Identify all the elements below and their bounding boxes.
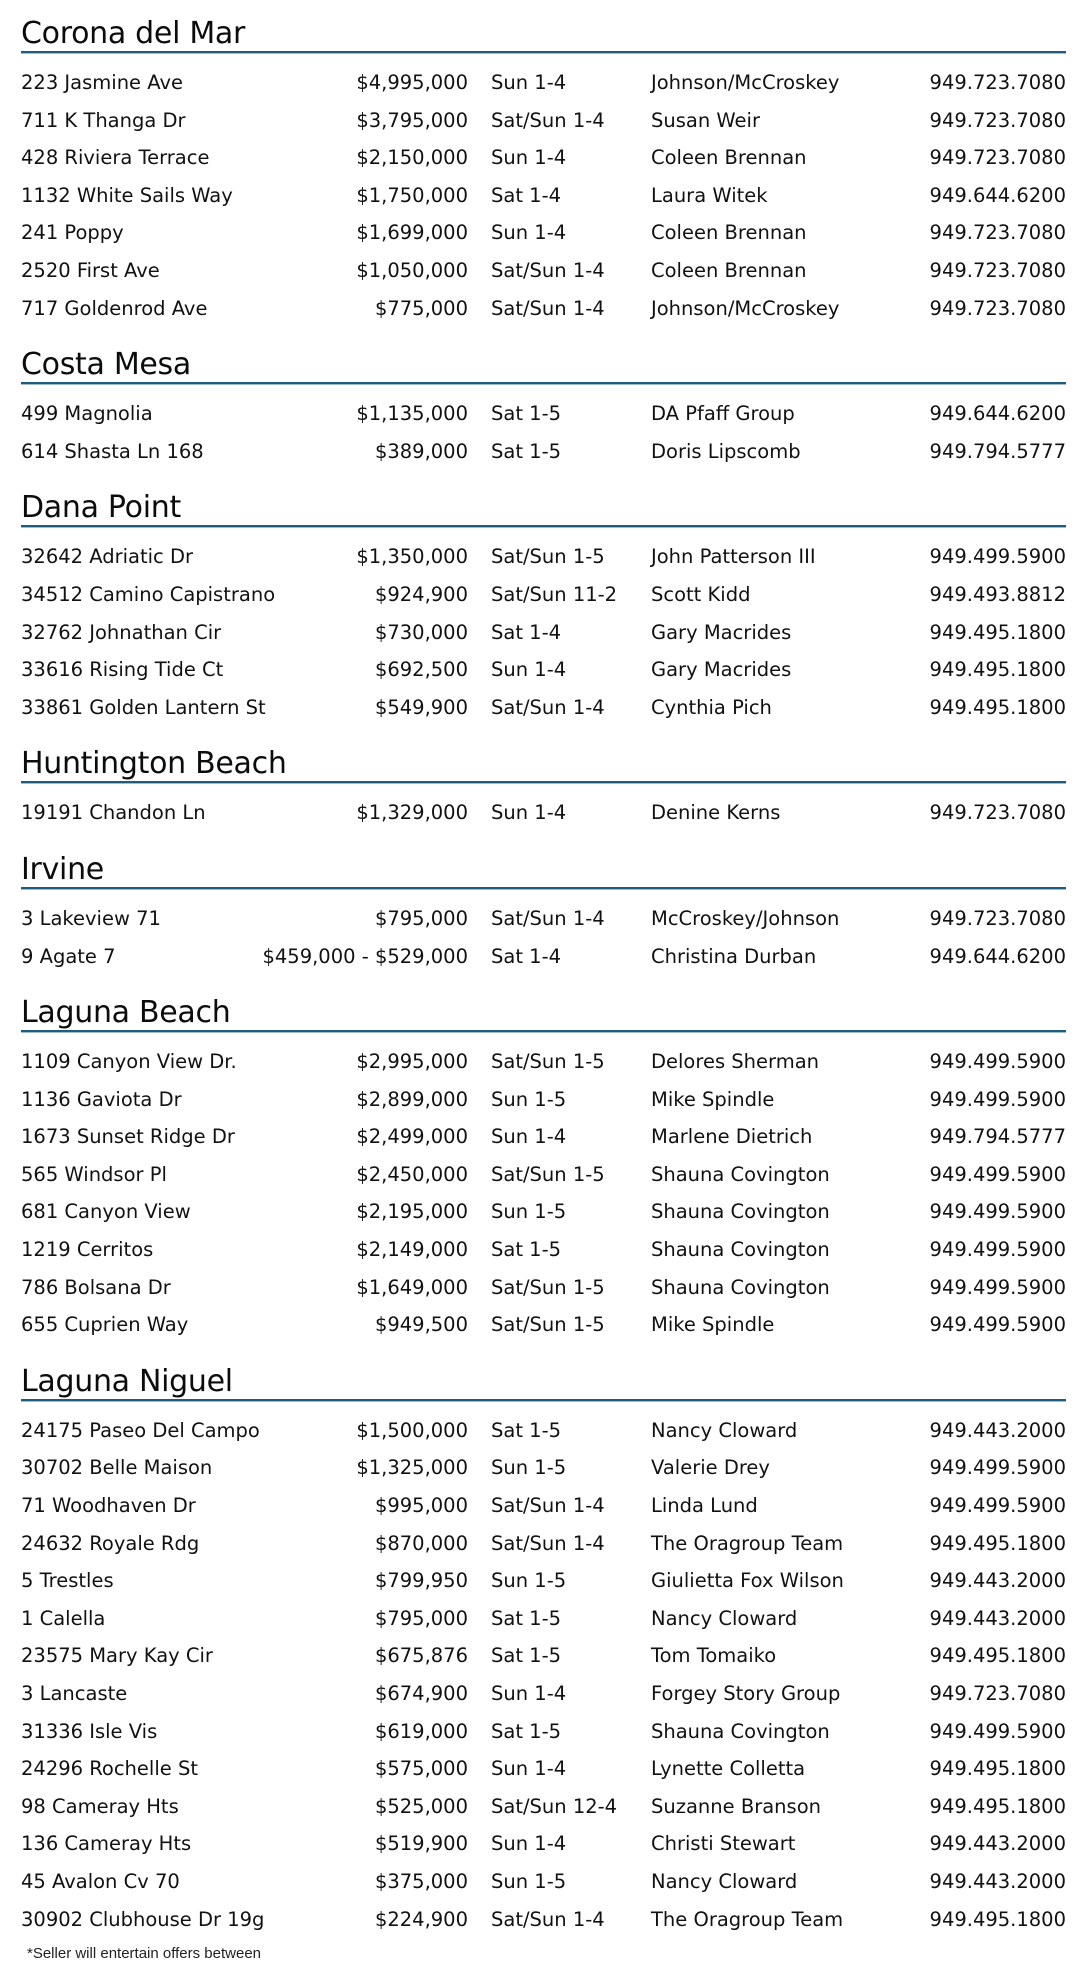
open-house-time: Sat/Sun 12-4 [491, 1794, 618, 1818]
listing-agent: Doris Lipscomb [651, 439, 801, 463]
listing-price: $924,900 [374, 582, 468, 606]
listing-agent: Marlene Dietrich [651, 1125, 813, 1149]
listing-row [21, 214, 1066, 252]
section-irvine [21, 836, 1066, 979]
listing-price: $795,000 [374, 1606, 468, 1630]
listing-price: $2,995,000 [356, 1050, 468, 1074]
agent-phone: 949.443.2000 [929, 1869, 1066, 1893]
open-house-time: Sat/Sun 1-4 [491, 1531, 605, 1555]
open-house-time: Sat 1-5 [491, 1606, 562, 1630]
listing-address: 30902 Clubhouse Dr 19g [21, 1907, 265, 1931]
listing-row [21, 1713, 1066, 1751]
open-house-time: Sat/Sun 1-5 [491, 1050, 605, 1074]
listing-price: $1,649,000 [356, 1275, 468, 1299]
listing-price: $619,000 [374, 1719, 468, 1743]
listing-row [21, 1525, 1066, 1563]
open-house-time: Sat 1-5 [491, 439, 562, 463]
agent-phone: 949.499.5900 [929, 1494, 1066, 1518]
listing-price: $519,900 [374, 1832, 468, 1856]
listing-address: 711 K Thanga Dr [21, 108, 186, 132]
agent-phone: 949.499.5900 [929, 1162, 1066, 1186]
open-house-time: Sun 1-5 [491, 1087, 567, 1111]
agent-phone: 949.794.5777 [929, 1125, 1066, 1149]
listing-price: $949,500 [374, 1313, 468, 1337]
listing-row [21, 1901, 1066, 1939]
agent-phone: 949.443.2000 [929, 1832, 1066, 1856]
listing-address: 24632 Royale Rdg [21, 1531, 200, 1555]
open-house-listing [21, 0, 1066, 1942]
listing-row [21, 433, 1066, 471]
listing-address: 223 Jasmine Ave [21, 71, 183, 94]
listing-rows [21, 890, 1066, 979]
listing-row [21, 1118, 1066, 1156]
agent-phone: 949.499.5900 [929, 1238, 1066, 1262]
city-heading: Corona del Mar [21, 16, 246, 51]
listing-agent: Giulietta Fox Wilson [651, 1569, 844, 1593]
open-house-time: Sat 1-5 [491, 1719, 562, 1743]
listing-row [21, 1637, 1066, 1675]
listing-price: $3,795,000 [356, 108, 468, 132]
open-house-time: Sat 1-5 [491, 1238, 562, 1262]
listing-row [21, 102, 1066, 140]
agent-phone: 949.723.7080 [929, 906, 1066, 930]
listing-row [21, 938, 1066, 976]
listing-row [21, 1487, 1066, 1525]
listing-address: 3 Lakeview 71 [21, 906, 161, 930]
listing-row [21, 900, 1066, 938]
listing-address: 655 Cuprien Way [21, 1313, 189, 1337]
listing-agent: Mike Spindle [651, 1313, 775, 1337]
open-house-time: Sun 1-4 [491, 658, 567, 682]
listing-agent: Denine Kerns [651, 801, 781, 825]
listing-address: 24175 Paseo Del Campo [21, 1418, 260, 1442]
listing-rows [21, 528, 1066, 730]
listing-agent: Johnson/McCroskey [651, 296, 840, 320]
listing-agent: Shauna Covington [651, 1719, 830, 1743]
agent-phone: 949.495.1800 [929, 1794, 1066, 1818]
listing-agent: Shauna Covington [651, 1238, 830, 1262]
section-huntington-beach [21, 730, 1066, 836]
listing-price: $1,699,000 [356, 221, 468, 245]
section-divider [21, 1399, 1066, 1402]
listing-agent: DA Pfaff Group [651, 402, 795, 426]
listing-address: 1136 Gaviota Dr [21, 1087, 182, 1111]
agent-phone: 949.495.1800 [929, 658, 1066, 682]
section-laguna-niguel [21, 1348, 1066, 1942]
listing-price: $2,899,000 [356, 1087, 468, 1111]
listing-price: $1,050,000 [356, 258, 468, 282]
section-divider [21, 887, 1066, 890]
listing-row [21, 1269, 1066, 1307]
open-house-time: Sun 1-4 [491, 1125, 567, 1149]
listing-price: $2,149,000 [356, 1238, 468, 1262]
listing-agent: John Patterson III [651, 545, 816, 569]
open-house-time: Sat/Sun 1-5 [491, 1275, 605, 1299]
agent-phone: 949.443.2000 [929, 1606, 1066, 1630]
listing-price: $459,000 - $529,000 [262, 944, 468, 968]
open-house-time: Sat/Sun 1-4 [491, 1907, 605, 1931]
agent-phone: 949.495.1800 [929, 1644, 1066, 1668]
listing-address: 1109 Canyon View Dr. [21, 1050, 237, 1074]
listing-address: 33616 Rising Tide Ct [21, 658, 224, 682]
listing-agent: The Oragroup Team [651, 1907, 844, 1931]
open-house-time: Sat 1-5 [491, 1644, 562, 1668]
listing-rows [21, 385, 1066, 474]
listing-row [21, 1825, 1066, 1863]
listing-row [21, 177, 1066, 215]
section-costa-mesa [21, 331, 1066, 474]
listing-price: $575,000 [374, 1757, 468, 1781]
listing-price: $2,450,000 [356, 1162, 468, 1186]
agent-phone: 949.794.5777 [929, 439, 1066, 463]
listing-rows [21, 784, 1066, 836]
open-house-time: Sat/Sun 1-5 [491, 1313, 605, 1337]
listing-row [21, 1156, 1066, 1194]
listing-price: $1,750,000 [356, 183, 468, 207]
listing-row [21, 794, 1066, 832]
section-header [21, 474, 1066, 528]
listing-address: 3 Lancaste [21, 1682, 128, 1705]
listing-price: $795,000 [374, 906, 468, 930]
listing-rows [21, 54, 1066, 331]
listing-address: 9 Agate 7 [21, 944, 116, 968]
open-house-time: Sun 1-4 [491, 801, 567, 825]
listing-row [21, 64, 1066, 102]
section-corona-del-mar [21, 0, 1066, 331]
agent-phone: 949.495.1800 [929, 695, 1066, 719]
listing-agent: Gary Macrides [651, 658, 792, 682]
section-header [21, 1348, 1066, 1402]
city-heading: Laguna Beach [21, 995, 231, 1031]
listing-row [21, 395, 1066, 433]
listing-rows [21, 1033, 1066, 1348]
agent-phone: 949.644.6200 [929, 944, 1066, 968]
open-house-time: Sat/Sun 11-2 [491, 582, 618, 606]
listing-row [21, 1306, 1066, 1344]
listing-address: 71 Woodhaven Dr [21, 1494, 196, 1518]
listing-agent: Nancy Cloward [651, 1606, 798, 1630]
listing-agent: Susan Weir [651, 108, 760, 132]
listing-agent: Coleen Brennan [651, 258, 807, 282]
agent-phone: 949.443.2000 [929, 1418, 1066, 1442]
listing-address: 1 Calella [21, 1606, 106, 1630]
listing-address: 1673 Sunset Ridge Dr [21, 1125, 235, 1149]
section-header [21, 836, 1066, 890]
agent-phone: 949.499.5900 [929, 1200, 1066, 1224]
open-house-time: Sat 1-4 [491, 944, 562, 968]
listing-agent: Christina Durban [651, 944, 817, 968]
listing-row [21, 1412, 1066, 1450]
listing-agent: Linda Lund [651, 1494, 758, 1518]
agent-phone: 949.499.5900 [929, 1087, 1066, 1111]
listing-address: 2520 First Ave [21, 258, 160, 282]
listing-price: $775,000 [374, 296, 468, 320]
listing-price: $549,900 [374, 695, 468, 719]
agent-phone: 949.443.2000 [929, 1569, 1066, 1593]
listing-address: 565 Windsor Pl [21, 1162, 167, 1186]
listing-price: $2,195,000 [356, 1200, 468, 1224]
agent-phone: 949.499.5900 [929, 1050, 1066, 1074]
section-divider [21, 781, 1066, 784]
listing-row [21, 1600, 1066, 1638]
section-header [21, 0, 1066, 54]
agent-phone: 949.495.1800 [929, 620, 1066, 644]
agent-phone: 949.723.7080 [929, 71, 1066, 94]
listing-price: $1,135,000 [356, 402, 468, 426]
agent-phone: 949.644.6200 [929, 183, 1066, 207]
listing-agent: Scott Kidd [651, 582, 751, 606]
section-divider [21, 1030, 1066, 1033]
listing-address: 34512 Camino Capistrano [21, 582, 276, 606]
city-heading: Dana Point [21, 490, 181, 526]
listing-row [21, 689, 1066, 727]
listing-price: $675,876 [374, 1644, 468, 1668]
agent-phone: 949.495.1800 [929, 1531, 1066, 1555]
agent-phone: 949.499.5900 [929, 1456, 1066, 1480]
open-house-time: Sun 1-4 [491, 1682, 567, 1705]
open-house-time: Sat 1-5 [491, 1418, 562, 1442]
listing-address: 98 Cameray Hts [21, 1794, 179, 1818]
listing-address: 23575 Mary Kay Cir [21, 1644, 213, 1668]
listing-agent: Shauna Covington [651, 1162, 830, 1186]
listing-row [21, 651, 1066, 689]
listing-price: $2,499,000 [356, 1125, 468, 1149]
agent-phone: 949.499.5900 [929, 545, 1066, 569]
listing-row [21, 1750, 1066, 1788]
open-house-time: Sat/Sun 1-4 [491, 296, 605, 320]
city-heading: Huntington Beach [21, 746, 287, 782]
listing-address: 1219 Cerritos [21, 1238, 154, 1262]
listing-agent: Gary Macrides [651, 620, 792, 644]
agent-phone: 949.723.7080 [929, 108, 1066, 132]
listing-address: 5 Trestles [21, 1569, 114, 1593]
listing-price: $375,000 [374, 1869, 468, 1893]
open-house-time: Sat/Sun 1-4 [491, 258, 605, 282]
section-divider [21, 382, 1066, 385]
listing-row [21, 252, 1066, 290]
section-header [21, 730, 1066, 784]
listing-agent: Coleen Brennan [651, 146, 807, 170]
section-header [21, 979, 1066, 1033]
open-house-time: Sun 1-5 [491, 1869, 567, 1893]
open-house-time: Sat 1-5 [491, 402, 562, 426]
city-heading: Costa Mesa [21, 347, 191, 383]
listing-row [21, 1043, 1066, 1081]
listing-address: 45 Avalon Cv 70 [21, 1869, 180, 1893]
listing-address: 1132 White Sails Way [21, 183, 233, 207]
open-house-time: Sun 1-5 [491, 1456, 567, 1480]
agent-phone: 949.495.1800 [929, 1757, 1066, 1781]
agent-phone: 949.493.8812 [929, 582, 1066, 606]
listing-price: $2,150,000 [356, 146, 468, 170]
listing-address: 614 Shasta Ln 168 [21, 439, 204, 463]
listing-row [21, 1788, 1066, 1826]
listing-address: 681 Canyon View [21, 1200, 191, 1224]
listing-address: 717 Goldenrod Ave [21, 296, 208, 320]
open-house-time: Sun 1-5 [491, 1569, 567, 1593]
listing-agent: Shauna Covington [651, 1275, 830, 1299]
listing-address: 32762 Johnathan Cir [21, 620, 222, 644]
listing-address: 33861 Golden Lantern St [21, 695, 266, 719]
section-divider [21, 525, 1066, 528]
listing-price: $4,995,000 [356, 71, 468, 94]
listing-address: 786 Bolsana Dr [21, 1275, 171, 1299]
listing-address: 428 Riviera Terrace [21, 146, 210, 170]
agent-phone: 949.499.5900 [929, 1313, 1066, 1337]
open-house-time: Sat/Sun 1-5 [491, 545, 605, 569]
listing-row [21, 614, 1066, 652]
agent-phone: 949.499.5900 [929, 1719, 1066, 1743]
section-header [21, 331, 1066, 385]
listing-agent: Valerie Drey [651, 1456, 770, 1480]
listing-address: 136 Cameray Hts [21, 1832, 192, 1856]
agent-phone: 949.723.7080 [929, 146, 1066, 170]
listing-agent: Suzanne Branson [651, 1794, 821, 1818]
listing-row [21, 1193, 1066, 1231]
open-house-time: Sun 1-5 [491, 1200, 567, 1224]
listing-price: $995,000 [374, 1494, 468, 1518]
agent-phone: 949.723.7080 [929, 258, 1066, 282]
listing-row [21, 1863, 1066, 1901]
open-house-time: Sat/Sun 1-4 [491, 108, 605, 132]
listing-price: $799,950 [374, 1569, 468, 1593]
listing-address: 32642 Adriatic Dr [21, 545, 194, 569]
listing-price: $224,900 [374, 1907, 468, 1931]
listing-agent: Coleen Brennan [651, 221, 807, 245]
agent-phone: 949.723.7080 [929, 221, 1066, 245]
listing-row [21, 139, 1066, 177]
listing-price: $389,000 [374, 439, 468, 463]
open-house-time: Sat 1-4 [491, 620, 562, 644]
listing-price: $1,500,000 [356, 1418, 468, 1442]
listing-address: 31336 Isle Vis [21, 1719, 158, 1743]
open-house-time: Sun 1-4 [491, 221, 567, 245]
listing-row [21, 1081, 1066, 1119]
agent-phone: 949.499.5900 [929, 1275, 1066, 1299]
listing-price: $1,329,000 [356, 801, 468, 825]
listing-agent: Shauna Covington [651, 1200, 830, 1224]
listing-price: $730,000 [374, 620, 468, 644]
listing-price: $1,350,000 [356, 545, 468, 569]
listing-price: $674,900 [374, 1682, 468, 1705]
listing-address: 241 Poppy [21, 221, 124, 245]
listing-agent: Forgey Story Group [651, 1682, 841, 1705]
listing-address: 499 Magnolia [21, 402, 153, 426]
listing-row [21, 1231, 1066, 1269]
listing-agent: Nancy Cloward [651, 1418, 798, 1442]
open-house-time: Sat/Sun 1-5 [491, 1162, 605, 1186]
listing-row [21, 290, 1066, 328]
agent-phone: 949.495.1800 [929, 1907, 1066, 1931]
open-house-time: Sat/Sun 1-4 [491, 906, 605, 930]
listing-agent: Mike Spindle [651, 1087, 775, 1111]
listing-price: $870,000 [374, 1531, 468, 1555]
section-dana-point [21, 474, 1066, 730]
listing-agent: Johnson/McCroskey [651, 71, 840, 94]
agent-phone: 949.644.6200 [929, 402, 1066, 426]
listing-row [21, 1562, 1066, 1600]
open-house-time: Sun 1-4 [491, 146, 567, 170]
open-house-time: Sat 1-4 [491, 183, 562, 207]
open-house-time: Sat/Sun 1-4 [491, 1494, 605, 1518]
listing-row [21, 1449, 1066, 1487]
listing-price: $525,000 [374, 1794, 468, 1818]
listing-agent: Delores Sherman [651, 1050, 820, 1074]
city-heading: Laguna Niguel [21, 1363, 233, 1399]
open-house-time: Sun 1-4 [491, 1832, 567, 1856]
listing-agent: Nancy Cloward [651, 1869, 798, 1893]
listing-row [21, 538, 1066, 576]
listing-agent: Tom Tomaiko [651, 1644, 777, 1668]
section-divider [21, 51, 1066, 54]
agent-phone: 949.723.7080 [929, 801, 1066, 825]
open-house-time: Sun 1-4 [491, 71, 567, 94]
listing-row [21, 576, 1066, 614]
city-heading: Irvine [21, 851, 104, 887]
listing-address: 24296 Rochelle St [21, 1757, 198, 1781]
listing-agent: Laura Witek [651, 183, 768, 207]
open-house-time: Sat/Sun 1-4 [491, 695, 605, 719]
listing-rows [21, 1402, 1066, 1942]
listing-agent: The Oragroup Team [651, 1531, 844, 1555]
agent-phone: 949.723.7080 [929, 1682, 1066, 1705]
listing-price: $692,500 [374, 658, 468, 682]
footnote: *Seller will entertain offers between [27, 1945, 262, 1962]
listing-agent: Cynthia Pich [651, 695, 772, 719]
listing-agent: McCroskey/Johnson [651, 906, 840, 930]
listing-agent: Lynette Colletta [651, 1757, 806, 1781]
open-house-time: Sun 1-4 [491, 1757, 567, 1781]
listing-row [21, 1675, 1066, 1713]
listing-address: 19191 Chandon Ln [21, 801, 206, 825]
section-laguna-beach [21, 979, 1066, 1348]
listing-address: 30702 Belle Maison [21, 1456, 213, 1480]
agent-phone: 949.723.7080 [929, 296, 1066, 320]
listing-price: $1,325,000 [356, 1456, 468, 1480]
listing-agent: Christi Stewart [651, 1832, 796, 1856]
